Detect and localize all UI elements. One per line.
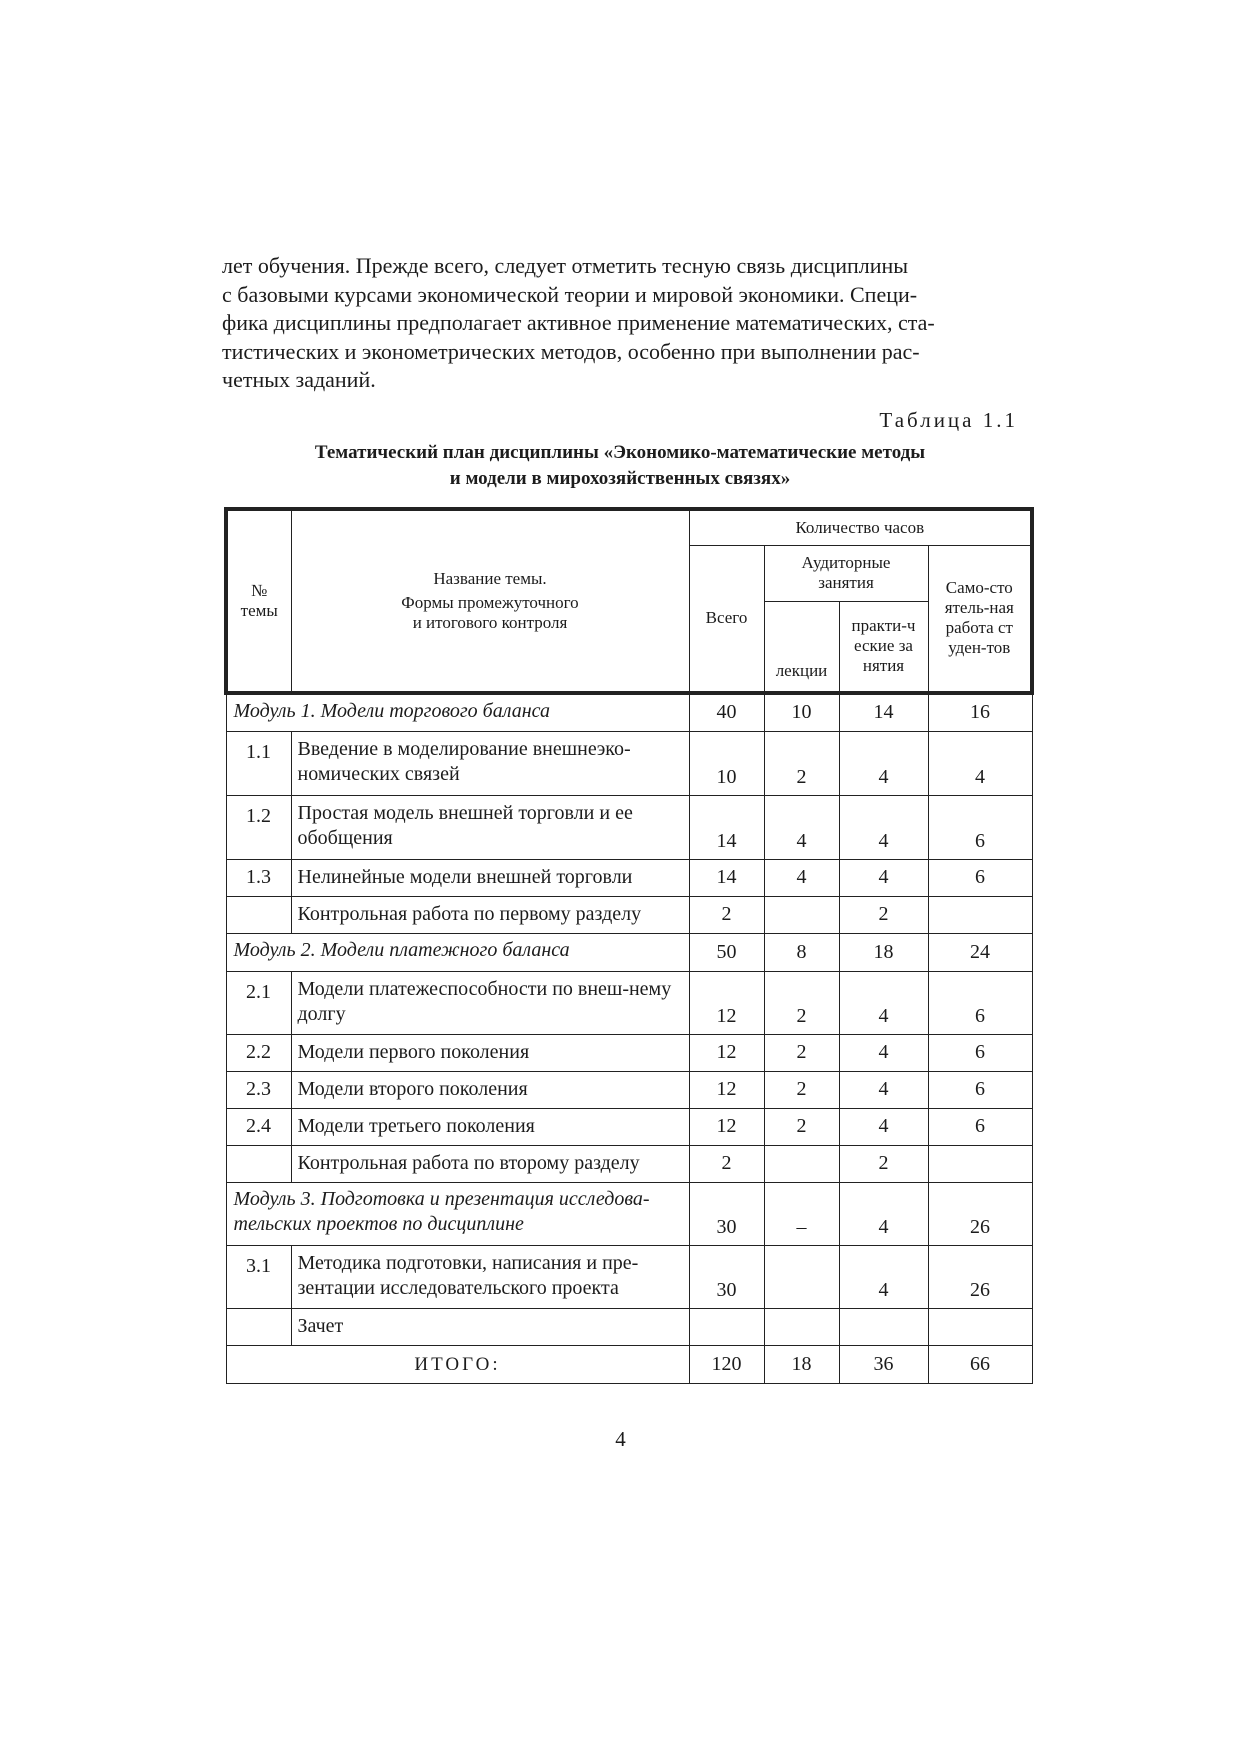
cell-lectures: 8 <box>764 933 839 971</box>
cell-topic: Контрольная работа по первому разделу <box>291 896 689 933</box>
cell-index <box>226 1145 291 1182</box>
table-title-line: Тематический план дисциплины «Экономико-математические методы <box>314 442 926 463</box>
cell-total <box>689 1308 764 1345</box>
cell-lectures <box>764 1245 839 1308</box>
cell-total: 12 <box>689 1108 764 1145</box>
cell-lectures: 10 <box>764 693 839 731</box>
cell-self-study: 6 <box>928 1034 1032 1071</box>
table-row <box>226 1145 1032 1182</box>
module-name: Модуль 1. Модели торгового баланса <box>226 693 689 731</box>
cell-total: 40 <box>689 693 764 731</box>
cell-self-study <box>928 1145 1032 1182</box>
cell-index: 1.2 <box>226 795 291 859</box>
header-practice <box>839 601 928 693</box>
cell-lectures: 2 <box>764 1071 839 1108</box>
header-self-study <box>928 545 1032 693</box>
cell-practice: 4 <box>839 1034 928 1071</box>
cell-practice: 4 <box>839 1108 928 1145</box>
totals-row <box>226 1345 1032 1383</box>
header-lectures: лекции <box>764 601 839 693</box>
header-topic <box>291 509 689 693</box>
cell-total: 10 <box>689 731 764 795</box>
module-name: Модуль 2. Модели платежного баланса <box>226 933 689 971</box>
cell-total: 12 <box>689 971 764 1034</box>
table-row <box>226 971 1032 1034</box>
intro-line: тистических и эконометрических методов, особенно при выполнении рас- <box>222 338 920 364</box>
cell-lectures: 4 <box>764 795 839 859</box>
intro-line: лет обучения. Прежде всего, следует отметить тесную связь дисциплины <box>222 253 909 278</box>
cell-total: 2 <box>689 896 764 933</box>
header-topic-line: Название темы. <box>433 569 547 588</box>
cell-total: 12 <box>689 1071 764 1108</box>
table-row <box>226 1308 1032 1345</box>
header-num-text: № темы <box>240 581 278 620</box>
cell-topic: Зачет <box>291 1308 689 1345</box>
cell-practice: 4 <box>839 795 928 859</box>
table-row <box>226 731 1032 795</box>
cell-topic: Контрольная работа по второму разделу <box>291 1145 689 1182</box>
cell-practice <box>839 1308 928 1345</box>
intro-paragraph <box>222 252 1018 395</box>
cell-topic: Модели платежеспособности по внеш-нему долгу <box>291 971 689 1034</box>
cell-topic: Введение в моделирование внешнеэко-номических связей <box>291 731 689 795</box>
cell-practice: 14 <box>839 693 928 731</box>
cell-practice: 18 <box>839 933 928 971</box>
cell-self-study: 26 <box>928 1245 1032 1308</box>
cell-index: 2.3 <box>226 1071 291 1108</box>
cell-total: 12 <box>689 1034 764 1071</box>
cell-lectures: 2 <box>764 731 839 795</box>
cell-total: 30 <box>689 1182 764 1245</box>
table-title-line: и модели в мирохозяйственных связях» <box>449 468 791 489</box>
cell-self-study: 6 <box>928 1071 1032 1108</box>
table-title <box>222 440 1018 492</box>
cell-self-study: 6 <box>928 795 1032 859</box>
cell-total: 2 <box>689 1145 764 1182</box>
cell-practice: 4 <box>839 859 928 896</box>
table-row <box>226 896 1032 933</box>
cell-self-study: 24 <box>928 933 1032 971</box>
cell-index: 2.4 <box>226 1108 291 1145</box>
cell-lectures: – <box>764 1182 839 1245</box>
cell-lectures <box>764 1145 839 1182</box>
cell-index <box>226 1308 291 1345</box>
cell-total: 14 <box>689 795 764 859</box>
cell-topic: Модели второго поколения <box>291 1071 689 1108</box>
table-label: Таблица 1.1 <box>879 408 1018 432</box>
page-number: 4 <box>615 1427 626 1451</box>
cell-practice: 4 <box>839 731 928 795</box>
cell-index: 1.3 <box>226 859 291 896</box>
intro-line: с базовыми курсами экономической теории и мировой экономики. Специ- <box>222 281 918 307</box>
cell-topic: Методика подготовки, написания и пре-зентации исследовательского проекта <box>291 1245 689 1308</box>
cell-self-study: 4 <box>928 731 1032 795</box>
cell-self-study: 66 <box>928 1345 1032 1383</box>
cell-self-study: 26 <box>928 1182 1032 1245</box>
cell-index: 1.1 <box>226 731 291 795</box>
cell-lectures <box>764 1308 839 1345</box>
cell-lectures: 2 <box>764 971 839 1034</box>
table-row <box>226 693 1032 731</box>
totals-label: ИТОГО: <box>226 1345 689 1383</box>
cell-self-study: 6 <box>928 971 1032 1034</box>
cell-total: 14 <box>689 859 764 896</box>
table-row <box>226 1245 1032 1308</box>
header-total: Всего <box>689 545 764 693</box>
cell-index: 2.2 <box>226 1034 291 1071</box>
cell-practice: 2 <box>839 1145 928 1182</box>
cell-topic: Простая модель внешней торговли и ее обобщения <box>291 795 689 859</box>
cell-self-study: 16 <box>928 693 1032 731</box>
cell-lectures <box>764 896 839 933</box>
table-row <box>226 1182 1032 1245</box>
header-topic-line: и итогового контроля <box>412 613 568 632</box>
header-practice-text: практи-ческие занятия <box>851 616 916 676</box>
cell-lectures: 18 <box>764 1345 839 1383</box>
intro-line: фика дисциплины предполагает активное применение математических, ста- <box>222 310 935 335</box>
cell-total: 50 <box>689 933 764 971</box>
table-row <box>226 1034 1032 1071</box>
cell-practice: 4 <box>839 1182 928 1245</box>
cell-index <box>226 896 291 933</box>
table-row <box>226 859 1032 896</box>
cell-self-study: 6 <box>928 1108 1032 1145</box>
cell-topic: Модели третьего поколения <box>291 1108 689 1145</box>
header-num <box>226 509 291 693</box>
cell-topic: Модели первого поколения <box>291 1034 689 1071</box>
cell-index: 2.1 <box>226 971 291 1034</box>
cell-topic: Нелинейные модели внешней торговли <box>291 859 689 896</box>
table-row <box>226 1108 1032 1145</box>
header-self-study-text: Само-стоятель-ная работа студен-тов <box>944 578 1014 658</box>
table-row <box>226 795 1032 859</box>
cell-practice: 4 <box>839 1245 928 1308</box>
cell-self-study: 6 <box>928 859 1032 896</box>
header-hours: Количество часов <box>689 509 1032 545</box>
cell-total: 120 <box>689 1345 764 1383</box>
cell-index: 3.1 <box>226 1245 291 1308</box>
header-auditorium <box>764 545 928 601</box>
header-auditorium-text: Аудиторные занятия <box>801 553 891 592</box>
module-name: Модуль 3. Подготовка и презентация исследова-тельских проектов по дисциплине <box>226 1182 689 1245</box>
cell-practice: 4 <box>839 1071 928 1108</box>
cell-lectures: 2 <box>764 1108 839 1145</box>
cell-self-study <box>928 896 1032 933</box>
cell-lectures: 2 <box>764 1034 839 1071</box>
cell-lectures: 4 <box>764 859 839 896</box>
cell-practice: 2 <box>839 896 928 933</box>
intro-line: четных заданий. <box>222 367 376 392</box>
table-row <box>226 933 1032 971</box>
cell-self-study <box>928 1308 1032 1345</box>
cell-practice: 36 <box>839 1345 928 1383</box>
thematic-plan-table <box>224 507 1034 1384</box>
table-row <box>226 1071 1032 1108</box>
cell-total: 30 <box>689 1245 764 1308</box>
header-topic-line: Формы промежуточного <box>401 593 579 612</box>
cell-practice: 4 <box>839 971 928 1034</box>
